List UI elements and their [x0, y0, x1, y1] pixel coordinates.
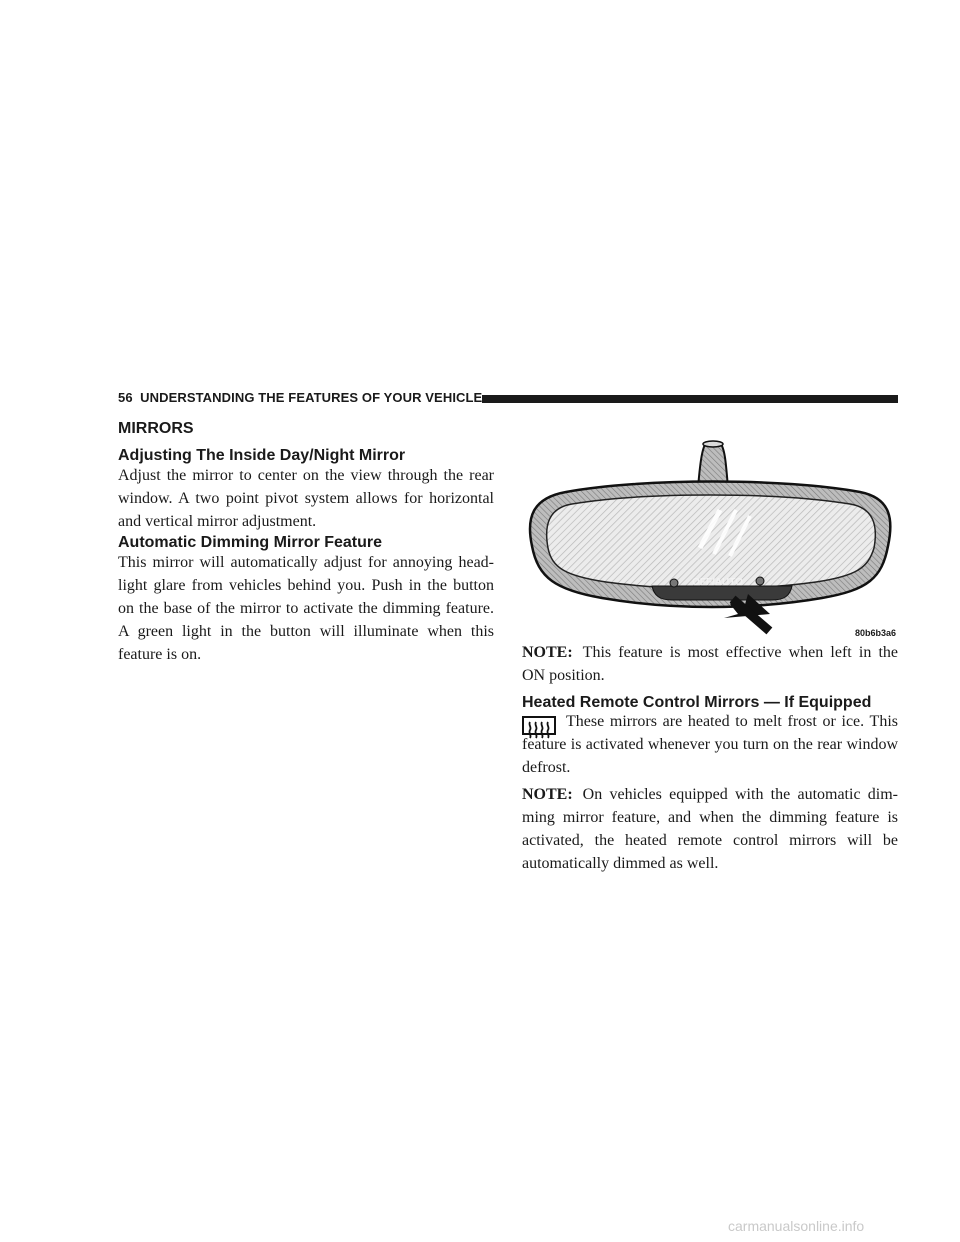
- note-2: [522, 783, 898, 875]
- page-number: 56: [118, 390, 133, 405]
- image-code: 80b6b3a6: [855, 628, 897, 638]
- off-auto-button: OFF/AUTO: [692, 577, 743, 588]
- section-title: UNDERSTANDING THE FEATURES OF YOUR VEHICLE: [140, 390, 483, 405]
- header-rule: [482, 395, 898, 403]
- watermark: carmanualsonline.info: [728, 1218, 865, 1234]
- day-night-mirror-heading: Adjusting The Inside Day/Night Mirror: [118, 447, 406, 464]
- mirrors-heading: MIRRORS: [118, 420, 194, 437]
- day-night-mirror-body: Adjust the mirror to center on the view through the rear window. A two point pivot system allows for horizontal and vertical mirror adjustment.: [118, 467, 494, 530]
- auto-dimming-heading: Automatic Dimming Mirror Feature: [118, 534, 383, 551]
- note-1-label: NOTE:: [522, 644, 573, 661]
- heated-mirrors-heading: Heated Remote Control Mirrors — If Equipped: [522, 694, 872, 711]
- note-1-text: This feature is most effective when left in the ON position.: [522, 644, 898, 684]
- mirror-illustration-icon: [522, 438, 898, 640]
- heated-mirrors-body: These mirrors are heated to melt frost or ice. This feature is activated whenever you turn on the rear window defrost.: [522, 713, 898, 776]
- mirror-figure: [522, 438, 898, 640]
- auto-dimming-body: This mirror will automatically adjust for annoying head-light glare from vehicles behind you. Push in the button on the base of the mirror to activate the dimming feature. A green light in the button will illuminate when this feature is on.: [118, 554, 494, 663]
- note-2-label: NOTE:: [522, 786, 573, 803]
- page-header: [118, 390, 482, 405]
- note-1: [522, 641, 898, 687]
- note-2-text: On vehicles equipped with the automatic dim-ming mirror feature, and when the dimming feature is activated, the heated remote control mirrors will be automatically dimmed as well.: [522, 786, 898, 872]
